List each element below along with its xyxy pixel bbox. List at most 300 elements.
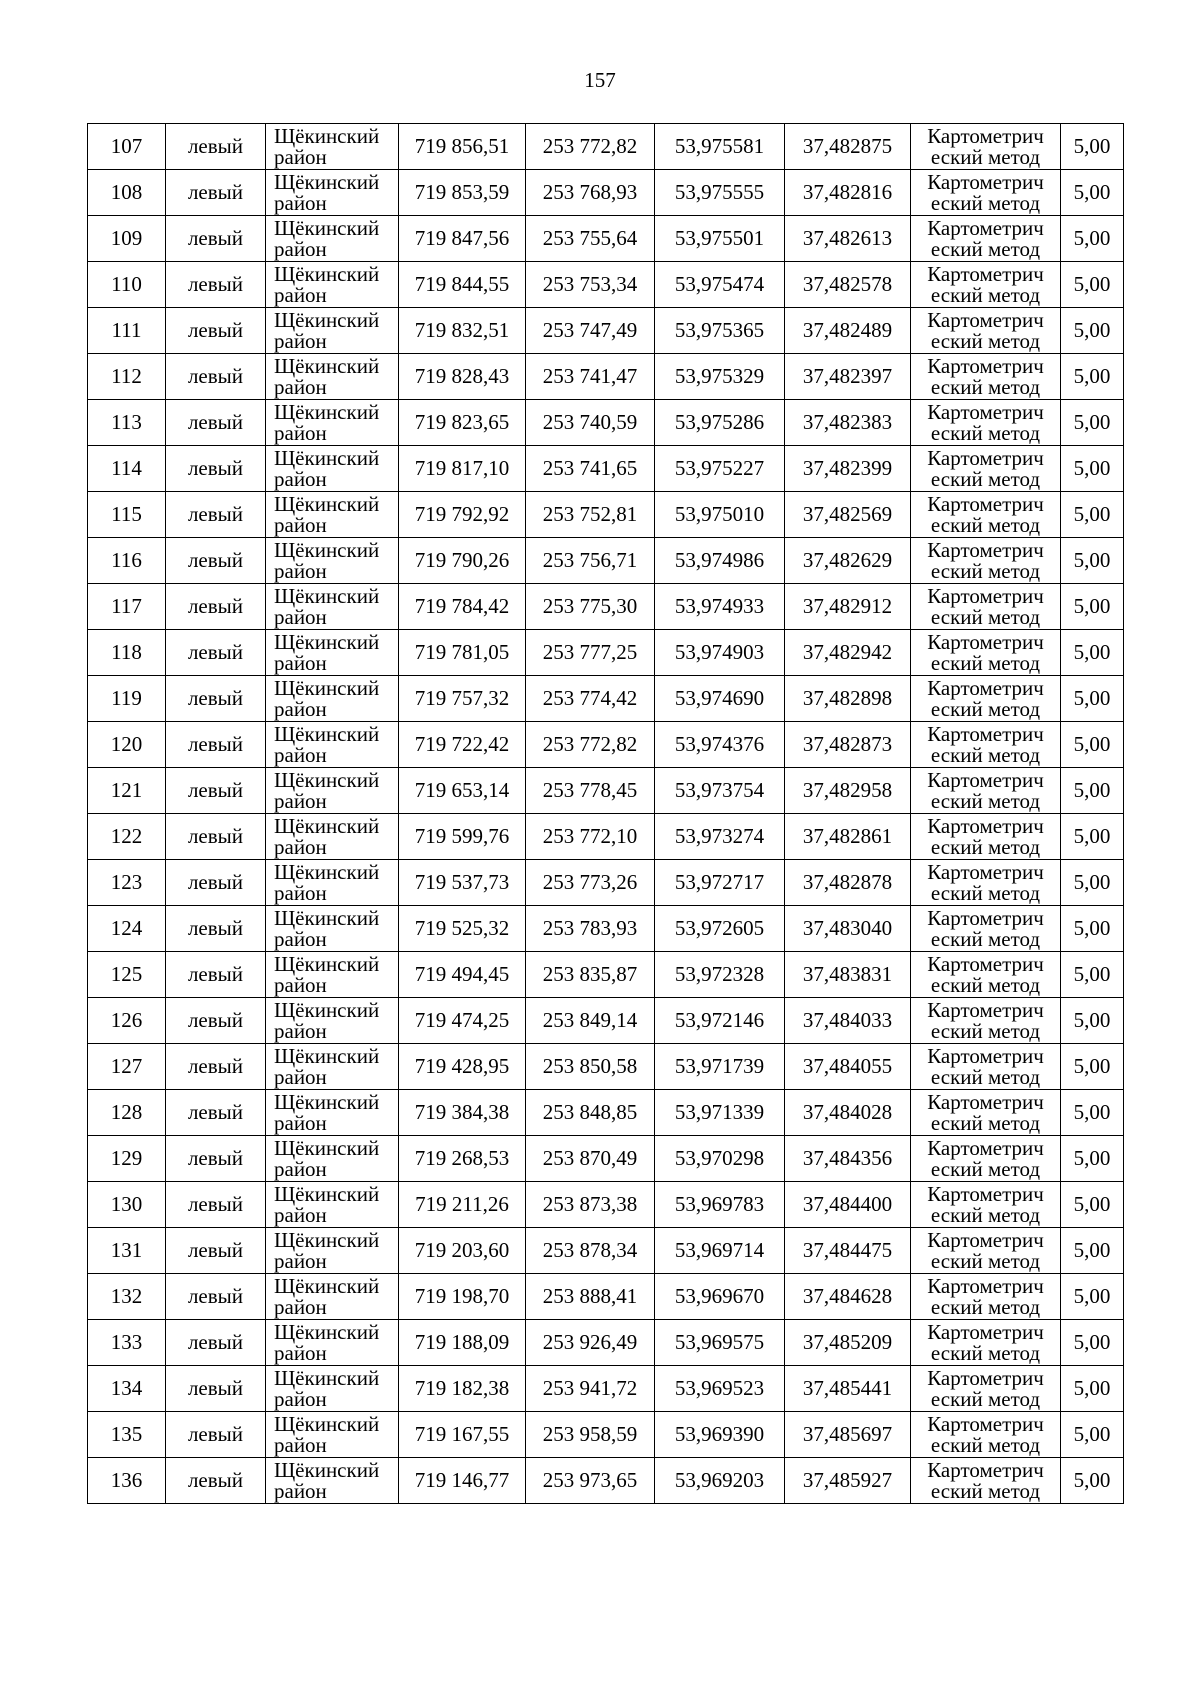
district-cell-line: район: [274, 1386, 327, 1411]
longitude-cell: 37,484475: [785, 1228, 911, 1274]
method-cell-line: еский метод: [930, 696, 1041, 721]
error-cell: 5,00: [1061, 400, 1124, 446]
district-cell: [266, 998, 399, 1044]
coord-y-cell: 253 783,93: [526, 906, 655, 952]
district-cell: [266, 814, 399, 860]
coord-x-cell: 719 268,53: [399, 1136, 526, 1182]
coord-y-cell: 253 747,49: [526, 308, 655, 354]
coord-y-cell: 253 772,10: [526, 814, 655, 860]
longitude-cell: 37,482878: [785, 860, 911, 906]
method-cell: [911, 354, 1061, 400]
district-cell-line: Щёкинский: [274, 1135, 380, 1160]
district-cell: [266, 216, 399, 262]
method-cell: [911, 216, 1061, 262]
district-cell: [266, 1412, 399, 1458]
coord-x-cell: 719 203,60: [399, 1228, 526, 1274]
longitude-cell: 37,482397: [785, 354, 911, 400]
error-cell: 5,00: [1061, 906, 1124, 952]
error-cell: 5,00: [1061, 1458, 1124, 1504]
latitude-cell: 53,971339: [655, 1090, 785, 1136]
table-row: [88, 216, 1124, 262]
method-cell-line: Картометрич: [927, 813, 1044, 838]
coord-y-cell: 253 958,59: [526, 1412, 655, 1458]
coord-x-cell: 719 844,55: [399, 262, 526, 308]
method-cell: [911, 722, 1061, 768]
coord-y-cell: 253 774,42: [526, 676, 655, 722]
method-cell: [911, 906, 1061, 952]
error-cell: 5,00: [1061, 1136, 1124, 1182]
method-cell-line: Картометрич: [927, 537, 1044, 562]
point-number-cell: 135: [88, 1412, 166, 1458]
method-cell-line: Картометрич: [927, 399, 1044, 424]
method-cell-line: еский метод: [930, 1156, 1041, 1181]
longitude-cell: 37,482912: [785, 584, 911, 630]
district-cell-line: Щёкинский: [274, 399, 380, 424]
table-row: [88, 584, 1124, 630]
district-cell-line: Щёкинский: [274, 215, 380, 240]
district-cell-line: район: [274, 742, 327, 767]
method-cell: [911, 676, 1061, 722]
table-row: [88, 1182, 1124, 1228]
point-number-cell: 121: [88, 768, 166, 814]
side-cell: левый: [166, 1044, 266, 1090]
method-cell-line: Картометрич: [927, 1365, 1044, 1390]
method-cell-line: еский метод: [930, 788, 1041, 813]
district-cell-line: Щёкинский: [274, 1411, 380, 1436]
district-cell-line: район: [274, 420, 327, 445]
latitude-cell: 53,974690: [655, 676, 785, 722]
method-cell-line: еский метод: [930, 1202, 1041, 1227]
point-number-cell: 132: [88, 1274, 166, 1320]
district-cell-line: район: [274, 1432, 327, 1457]
latitude-cell: 53,973754: [655, 768, 785, 814]
method-cell-line: еский метод: [930, 926, 1041, 951]
latitude-cell: 53,971739: [655, 1044, 785, 1090]
point-number-cell: 120: [88, 722, 166, 768]
method-cell: [911, 1182, 1061, 1228]
longitude-cell: 37,482383: [785, 400, 911, 446]
district-cell-line: район: [274, 374, 327, 399]
method-cell: [911, 262, 1061, 308]
district-cell-line: Щёкинский: [274, 445, 380, 470]
coord-y-cell: 253 741,47: [526, 354, 655, 400]
district-cell: [266, 308, 399, 354]
method-cell-line: Картометрич: [927, 169, 1044, 194]
district-cell: [266, 446, 399, 492]
method-cell-line: Картометрич: [927, 261, 1044, 286]
latitude-cell: 53,975286: [655, 400, 785, 446]
district-cell: [266, 768, 399, 814]
longitude-cell: 37,485441: [785, 1366, 911, 1412]
side-cell: левый: [166, 400, 266, 446]
method-cell-line: Картометрич: [927, 123, 1044, 148]
error-cell: 5,00: [1061, 1366, 1124, 1412]
method-cell-line: еский метод: [930, 604, 1041, 629]
coord-y-cell: 253 849,14: [526, 998, 655, 1044]
longitude-cell: 37,482399: [785, 446, 911, 492]
method-cell-line: Картометрич: [927, 307, 1044, 332]
method-cell: [911, 768, 1061, 814]
table-row: [88, 400, 1124, 446]
point-number-cell: 124: [88, 906, 166, 952]
method-cell: [911, 1228, 1061, 1274]
coord-y-cell: 253 835,87: [526, 952, 655, 998]
latitude-cell: 53,974986: [655, 538, 785, 584]
longitude-cell: 37,483831: [785, 952, 911, 998]
error-cell: 5,00: [1061, 216, 1124, 262]
table-row: [88, 124, 1124, 170]
district-cell: [266, 1320, 399, 1366]
side-cell: левый: [166, 1182, 266, 1228]
method-cell: [911, 446, 1061, 492]
method-cell-line: Картометрич: [927, 583, 1044, 608]
district-cell-line: Щёкинский: [274, 951, 380, 976]
coordinates-table: [87, 123, 1124, 1504]
side-cell: левый: [166, 676, 266, 722]
coord-x-cell: 719 428,95: [399, 1044, 526, 1090]
longitude-cell: 37,484033: [785, 998, 911, 1044]
method-cell-line: еский метод: [930, 1432, 1041, 1457]
point-number-cell: 130: [88, 1182, 166, 1228]
table-row: [88, 170, 1124, 216]
coord-x-cell: 719 182,38: [399, 1366, 526, 1412]
method-cell: [911, 952, 1061, 998]
coord-x-cell: 719 828,43: [399, 354, 526, 400]
method-cell-line: Картометрич: [927, 1227, 1044, 1252]
district-cell-line: Щёкинский: [274, 537, 380, 562]
side-cell: левый: [166, 538, 266, 584]
district-cell: [266, 400, 399, 446]
longitude-cell: 37,484356: [785, 1136, 911, 1182]
method-cell-line: Картометрич: [927, 629, 1044, 654]
error-cell: 5,00: [1061, 860, 1124, 906]
coord-y-cell: 253 772,82: [526, 124, 655, 170]
point-number-cell: 107: [88, 124, 166, 170]
method-cell-line: еский метод: [930, 1386, 1041, 1411]
latitude-cell: 53,969783: [655, 1182, 785, 1228]
table-row: [88, 768, 1124, 814]
district-cell-line: район: [274, 926, 327, 951]
method-cell-line: еский метод: [930, 420, 1041, 445]
error-cell: 5,00: [1061, 1320, 1124, 1366]
district-cell-line: район: [274, 512, 327, 537]
coord-x-cell: 719 792,92: [399, 492, 526, 538]
method-cell-line: Картометрич: [927, 905, 1044, 930]
latitude-cell: 53,975474: [655, 262, 785, 308]
point-number-cell: 119: [88, 676, 166, 722]
point-number-cell: 125: [88, 952, 166, 998]
method-cell-line: Картометрич: [927, 1457, 1044, 1482]
side-cell: левый: [166, 952, 266, 998]
table-row: [88, 722, 1124, 768]
district-cell-line: Щёкинский: [274, 261, 380, 286]
method-cell: [911, 1136, 1061, 1182]
error-cell: 5,00: [1061, 676, 1124, 722]
side-cell: левый: [166, 768, 266, 814]
side-cell: левый: [166, 722, 266, 768]
latitude-cell: 53,973274: [655, 814, 785, 860]
district-cell-line: Щёкинский: [274, 1365, 380, 1390]
latitude-cell: 53,974933: [655, 584, 785, 630]
method-cell-line: Картометрич: [927, 675, 1044, 700]
district-cell-line: район: [274, 558, 327, 583]
point-number-cell: 117: [88, 584, 166, 630]
method-cell-line: еский метод: [930, 512, 1041, 537]
district-cell-line: район: [274, 834, 327, 859]
point-number-cell: 131: [88, 1228, 166, 1274]
latitude-cell: 53,975581: [655, 124, 785, 170]
district-cell-line: район: [274, 236, 327, 261]
method-cell: [911, 630, 1061, 676]
district-cell: [266, 492, 399, 538]
coord-y-cell: 253 756,71: [526, 538, 655, 584]
point-number-cell: 129: [88, 1136, 166, 1182]
point-number-cell: 109: [88, 216, 166, 262]
side-cell: левый: [166, 492, 266, 538]
method-cell: [911, 492, 1061, 538]
method-cell: [911, 400, 1061, 446]
method-cell-line: Картометрич: [927, 1273, 1044, 1298]
coord-y-cell: 253 777,25: [526, 630, 655, 676]
district-cell-line: Щёкинский: [274, 997, 380, 1022]
longitude-cell: 37,484628: [785, 1274, 911, 1320]
longitude-cell: 37,482942: [785, 630, 911, 676]
latitude-cell: 53,975227: [655, 446, 785, 492]
district-cell-line: район: [274, 466, 327, 491]
longitude-cell: 37,482569: [785, 492, 911, 538]
table-row: [88, 630, 1124, 676]
point-number-cell: 116: [88, 538, 166, 584]
coord-y-cell: 253 848,85: [526, 1090, 655, 1136]
district-cell: [266, 170, 399, 216]
table-row: [88, 906, 1124, 952]
latitude-cell: 53,969575: [655, 1320, 785, 1366]
latitude-cell: 53,975501: [655, 216, 785, 262]
point-number-cell: 118: [88, 630, 166, 676]
method-cell-line: еский метод: [930, 282, 1041, 307]
method-cell-line: Картометрич: [927, 767, 1044, 792]
table-row: [88, 262, 1124, 308]
table-row: [88, 676, 1124, 722]
coord-y-cell: 253 973,65: [526, 1458, 655, 1504]
method-cell-line: еский метод: [930, 374, 1041, 399]
coord-x-cell: 719 494,45: [399, 952, 526, 998]
district-cell-line: район: [274, 1478, 327, 1503]
table-row: [88, 1366, 1124, 1412]
point-number-cell: 136: [88, 1458, 166, 1504]
coord-y-cell: 253 878,34: [526, 1228, 655, 1274]
coord-x-cell: 719 847,56: [399, 216, 526, 262]
district-cell-line: район: [274, 328, 327, 353]
coord-y-cell: 253 773,26: [526, 860, 655, 906]
method-cell-line: еский метод: [930, 1018, 1041, 1043]
table-row: [88, 952, 1124, 998]
point-number-cell: 122: [88, 814, 166, 860]
latitude-cell: 53,969670: [655, 1274, 785, 1320]
district-cell-line: Щёкинский: [274, 767, 380, 792]
side-cell: левый: [166, 1320, 266, 1366]
table-row: [88, 354, 1124, 400]
coord-x-cell: 719 856,51: [399, 124, 526, 170]
method-cell: [911, 538, 1061, 584]
coord-x-cell: 719 198,70: [399, 1274, 526, 1320]
longitude-cell: 37,485927: [785, 1458, 911, 1504]
district-cell-line: Щёкинский: [274, 721, 380, 746]
longitude-cell: 37,484400: [785, 1182, 911, 1228]
method-cell-line: еский метод: [930, 144, 1041, 169]
longitude-cell: 37,482873: [785, 722, 911, 768]
side-cell: левый: [166, 860, 266, 906]
error-cell: 5,00: [1061, 814, 1124, 860]
district-cell-line: Щёкинский: [274, 905, 380, 930]
method-cell: [911, 860, 1061, 906]
method-cell-line: еский метод: [930, 236, 1041, 261]
longitude-cell: 37,484028: [785, 1090, 911, 1136]
coord-x-cell: 719 599,76: [399, 814, 526, 860]
coord-x-cell: 719 722,42: [399, 722, 526, 768]
method-cell-line: Картометрич: [927, 1089, 1044, 1114]
method-cell-line: еский метод: [930, 1340, 1041, 1365]
longitude-cell: 37,482613: [785, 216, 911, 262]
latitude-cell: 53,969523: [655, 1366, 785, 1412]
method-cell-line: Картометрич: [927, 215, 1044, 240]
table-row: [88, 1044, 1124, 1090]
coord-y-cell: 253 941,72: [526, 1366, 655, 1412]
district-cell: [266, 1228, 399, 1274]
method-cell-line: Картометрич: [927, 721, 1044, 746]
point-number-cell: 112: [88, 354, 166, 400]
district-cell: [266, 1274, 399, 1320]
coord-y-cell: 253 741,65: [526, 446, 655, 492]
district-cell-line: Щёкинский: [274, 1227, 380, 1252]
method-cell: [911, 170, 1061, 216]
coord-y-cell: 253 926,49: [526, 1320, 655, 1366]
error-cell: 5,00: [1061, 492, 1124, 538]
method-cell-line: Картометрич: [927, 445, 1044, 470]
district-cell: [266, 262, 399, 308]
coord-x-cell: 719 188,09: [399, 1320, 526, 1366]
table-row: [88, 492, 1124, 538]
district-cell-line: Щёкинский: [274, 307, 380, 332]
error-cell: 5,00: [1061, 1274, 1124, 1320]
side-cell: левый: [166, 262, 266, 308]
latitude-cell: 53,970298: [655, 1136, 785, 1182]
side-cell: левый: [166, 124, 266, 170]
method-cell: [911, 124, 1061, 170]
error-cell: 5,00: [1061, 952, 1124, 998]
district-cell-line: Щёкинский: [274, 583, 380, 608]
side-cell: левый: [166, 1136, 266, 1182]
error-cell: 5,00: [1061, 308, 1124, 354]
district-cell: [266, 1044, 399, 1090]
district-cell-line: Щёкинский: [274, 1181, 380, 1206]
side-cell: левый: [166, 906, 266, 952]
error-cell: 5,00: [1061, 1412, 1124, 1458]
district-cell-line: район: [274, 190, 327, 215]
district-cell: [266, 952, 399, 998]
district-cell-line: Щёкинский: [274, 1319, 380, 1344]
coord-x-cell: 719 537,73: [399, 860, 526, 906]
table-row: [88, 998, 1124, 1044]
coord-y-cell: 253 755,64: [526, 216, 655, 262]
coord-y-cell: 253 740,59: [526, 400, 655, 446]
method-cell-line: еский метод: [930, 1110, 1041, 1135]
longitude-cell: 37,485697: [785, 1412, 911, 1458]
latitude-cell: 53,972717: [655, 860, 785, 906]
latitude-cell: 53,972328: [655, 952, 785, 998]
district-cell-line: Щёкинский: [274, 1273, 380, 1298]
method-cell-line: еский метод: [930, 650, 1041, 675]
point-number-cell: 115: [88, 492, 166, 538]
method-cell-line: еский метод: [930, 880, 1041, 905]
coord-x-cell: 719 832,51: [399, 308, 526, 354]
district-cell-line: Щёкинский: [274, 1457, 380, 1482]
district-cell-line: Щёкинский: [274, 353, 380, 378]
error-cell: 5,00: [1061, 630, 1124, 676]
coord-x-cell: 719 853,59: [399, 170, 526, 216]
district-cell-line: район: [274, 1248, 327, 1273]
district-cell-line: Щёкинский: [274, 629, 380, 654]
district-cell-line: район: [274, 1294, 327, 1319]
table-row: [88, 446, 1124, 492]
district-cell: [266, 1090, 399, 1136]
method-cell-line: Картометрич: [927, 997, 1044, 1022]
method-cell-line: еский метод: [930, 558, 1041, 583]
latitude-cell: 53,972605: [655, 906, 785, 952]
point-number-cell: 134: [88, 1366, 166, 1412]
method-cell-line: Картометрич: [927, 1181, 1044, 1206]
latitude-cell: 53,974376: [655, 722, 785, 768]
district-cell-line: Щёкинский: [274, 1089, 380, 1114]
method-cell: [911, 1044, 1061, 1090]
district-cell: [266, 354, 399, 400]
district-cell-line: район: [274, 604, 327, 629]
point-number-cell: 111: [88, 308, 166, 354]
district-cell-line: Щёкинский: [274, 813, 380, 838]
coord-y-cell: 253 850,58: [526, 1044, 655, 1090]
side-cell: левый: [166, 170, 266, 216]
district-cell-line: район: [274, 880, 327, 905]
coord-x-cell: 719 784,42: [399, 584, 526, 630]
district-cell-line: Щёкинский: [274, 859, 380, 884]
error-cell: 5,00: [1061, 722, 1124, 768]
method-cell: [911, 584, 1061, 630]
table-row: [88, 1412, 1124, 1458]
method-cell-line: Картометрич: [927, 1043, 1044, 1068]
method-cell-line: еский метод: [930, 972, 1041, 997]
district-cell: [266, 906, 399, 952]
district-cell: [266, 1182, 399, 1228]
coord-x-cell: 719 757,32: [399, 676, 526, 722]
district-cell: [266, 124, 399, 170]
side-cell: левый: [166, 216, 266, 262]
method-cell-line: еский метод: [930, 1294, 1041, 1319]
table-row: [88, 1274, 1124, 1320]
method-cell: [911, 814, 1061, 860]
error-cell: 5,00: [1061, 538, 1124, 584]
coord-x-cell: 719 790,26: [399, 538, 526, 584]
table-row: [88, 1090, 1124, 1136]
district-cell-line: район: [274, 1018, 327, 1043]
method-cell-line: еский метод: [930, 1248, 1041, 1273]
district-cell: [266, 722, 399, 768]
district-cell-line: Щёкинский: [274, 675, 380, 700]
method-cell: [911, 998, 1061, 1044]
table-row: [88, 814, 1124, 860]
side-cell: левый: [166, 308, 266, 354]
side-cell: левый: [166, 1228, 266, 1274]
error-cell: 5,00: [1061, 262, 1124, 308]
